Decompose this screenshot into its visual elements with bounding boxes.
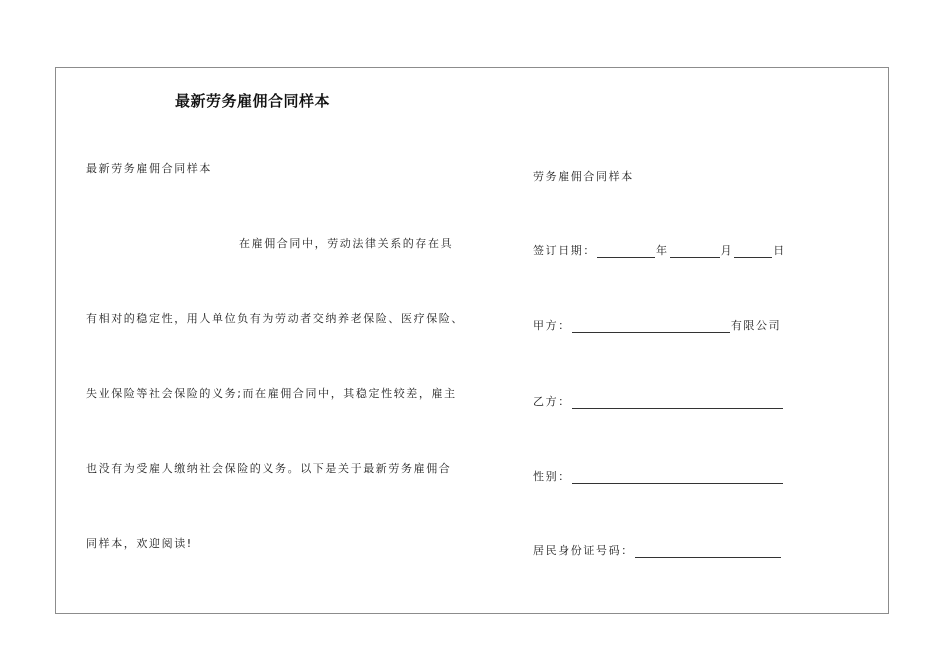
paragraph-line-1: 在雇佣合同中，劳动法律关系的存在具 (239, 237, 454, 250)
month-blank[interactable] (670, 245, 720, 258)
id-number-label: 居民身份证号码： (533, 544, 634, 557)
party-a-row (533, 317, 781, 333)
document-page (55, 67, 889, 614)
contract-form-heading: 劳务雇佣合同样本 (533, 170, 634, 183)
id-number-blank[interactable] (635, 545, 781, 558)
day-blank[interactable] (734, 245, 772, 258)
paragraph-line-4: 也没有为受雇人缴纳社会保险的义务。以下是关于最新劳务雇佣合 (86, 462, 452, 475)
left-heading: 最新劳务雇佣合同样本 (86, 162, 212, 175)
party-a-label: 甲方： (533, 319, 571, 332)
year-label: 年 (656, 244, 669, 257)
month-label: 月 (720, 244, 734, 257)
gender-label: 性别： (533, 470, 571, 483)
paragraph-line-5: 同样本，欢迎阅读! (86, 537, 193, 550)
paragraph-line-2: 有相对的稳定性，用人单位负有为劳动者交纳养老保险、医疗保险、 (86, 312, 464, 325)
party-b-blank[interactable] (572, 396, 783, 409)
gender-blank[interactable] (572, 471, 783, 484)
party-b-label: 乙方： (533, 395, 571, 408)
paragraph-line-3: 失业保险等社会保险的义务;而在雇佣合同中，其稳定性较差，雇主 (86, 387, 457, 400)
document-title: 最新劳务雇佣合同样本 (175, 92, 331, 110)
year-blank[interactable] (597, 245, 655, 258)
id-number-row (533, 542, 782, 558)
party-a-suffix: 有限公司 (730, 319, 782, 332)
day-label: 日 (773, 244, 786, 257)
gender-row (533, 468, 784, 484)
sign-date-label: 签订日期： (533, 244, 596, 257)
sign-date-row (533, 242, 786, 258)
party-a-blank[interactable] (572, 320, 730, 333)
party-b-row (533, 393, 784, 409)
